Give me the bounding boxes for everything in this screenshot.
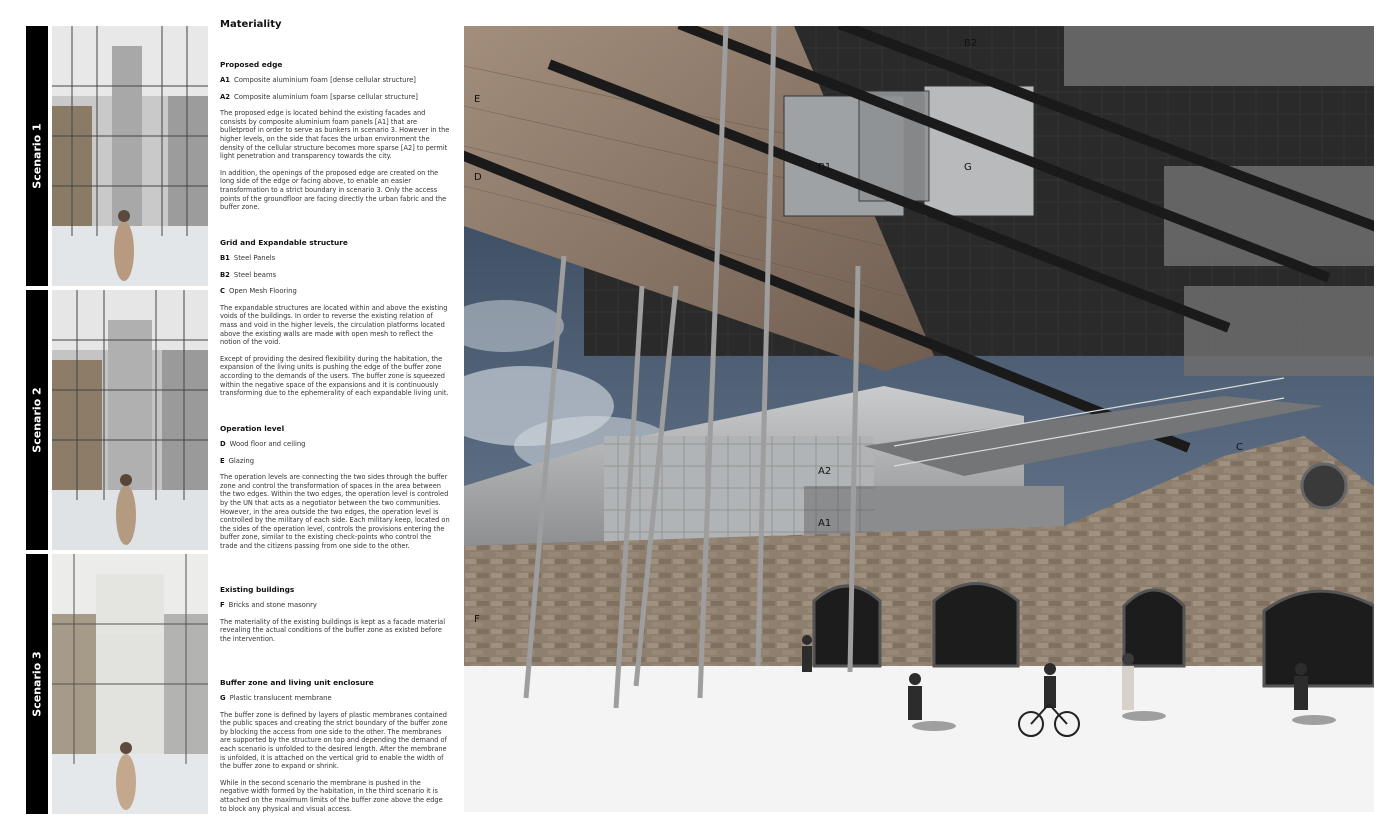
section-heading: Existing buildings: [220, 585, 295, 594]
paragraph: While in the second scenario the membrane is pushed in the negative width formed by the habitation, in the third scenario it is attached on the maximum limits of the buffer zone above the edge to block any physical and visual access.: [220, 778, 443, 813]
paragraph: The operation levels are connecting the two sides through the buffer zone and control the transformation of spaces in the area between the two edges. Within the two edges, the operation level is controled by the UN that acts as a negotiator between the two communities. However, in the area outside the two edges, the operation level is controlled by the military of each side. Each military keep, located on the sides of the operation level, controls the provisions entering the buffer zone, similar to the existing check-points who control the trade and the citizens passing from one side to the other.: [220, 473, 450, 550]
section-proposed-edge: [220, 60, 450, 220]
material-item: G Plastic translucent membrane: [220, 694, 332, 702]
material-item: B1 Steel Panels: [220, 254, 276, 262]
perspective-render: [464, 26, 1374, 812]
label-b2: B2: [964, 38, 978, 49]
paragraph: The materiality of the existing buildings is kept as a facade material revealing the actual conditions of the buffer zone as existed before the intervention.: [220, 617, 446, 643]
scenario-2-image: [52, 290, 208, 550]
scenario-1-bar: [26, 26, 48, 286]
section-heading: Proposed edge: [220, 60, 283, 69]
label-d: D: [474, 172, 482, 183]
material-item: E Glazing: [220, 456, 255, 465]
section-heading: Grid and Expandable structure: [220, 238, 348, 247]
material-item: C Open Mesh Flooring: [220, 287, 297, 296]
section-buffer-zone: [220, 678, 450, 821]
scenario-2-bar: [26, 290, 48, 550]
paragraph: The proposed edge is located behind the existing facades and consists by composite aluminium foam panels [A1] that are bulletproof in order to serve as bunkers in scenario 3. However in the higher levels, on the side that faces the urban environment the density of the cellular structure becomes more sparse [A2] to permit light penetration and transparency towards the city.: [220, 109, 450, 161]
page-title: Materiality: [220, 19, 282, 30]
scenario-3-label: Scenario 3: [30, 651, 44, 717]
material-item: B2 Steel beams: [220, 270, 277, 279]
materiality-text-column: [220, 18, 450, 813]
paragraph: Except of providing the desired flexibility during the habitation, the expansion of the living units is pushing the edge of the buffer zone according to the demands of the users. The buffer zone is squeezed within the negative space of the expansions and it is continuously transforming due to the ephemerality of each expandable living unit.: [220, 354, 449, 398]
material-item: D Wood floor and ceiling: [220, 440, 306, 448]
paragraph: The expandable structures are located within and above the existing voids of the buildings. In order to reverse the existing relation of mass and void in the higher levels, the circulation platforms located above the existing walls are made with open mesh to reflect the notion of the void.: [220, 303, 448, 347]
label-e: E: [474, 94, 481, 105]
material-item: A2 Composite aluminium foam [sparse cellular structure]: [220, 92, 418, 101]
material-item: A1 Composite aluminium foam [dense cellular structure]: [220, 76, 416, 84]
material-item: F Bricks and stone masonry: [220, 601, 317, 609]
scenario-3-bar: [26, 554, 48, 814]
label-b1: B1: [818, 162, 832, 173]
scenario-2-label: Scenario 2: [30, 387, 44, 453]
section-heading: Buffer zone and living unit enclosure: [220, 678, 374, 687]
section-heading: Operation level: [220, 424, 285, 433]
scenario-1-label: Scenario 1: [30, 123, 44, 189]
label-g: G: [964, 162, 972, 173]
label-f: F: [474, 614, 480, 625]
label-c: C: [1236, 442, 1243, 453]
paragraph: In addition, the openings of the proposed edge are created on the long side of the edge or facing above, to enable an easier transformation to a strict boundary in scenario 3. Only the access points of the groundfloor are facing directly the urban fabric and the buffer zone.: [220, 168, 447, 212]
section-existing-buildings: [220, 585, 450, 651]
section-operation-level: [220, 424, 450, 559]
scenario-1-image: [52, 26, 208, 286]
paragraph: The buffer zone is defined by layers of plastic membranes contained the public spaces and creating the strict boundary of the buffer zone by blocking the access from one side to the other. The membranes are supported by the structure on top and depending the demand of each scenario is unfolded to the desired length. After the membrane is unfolded, it is attached on the vertical grid to enable the width of the buffer zone to expand or shrink.: [220, 710, 448, 771]
section-grid-expandable: [220, 238, 450, 406]
label-a2: A2: [818, 466, 832, 477]
scenario-3-image: [52, 554, 208, 814]
label-a1: A1: [818, 518, 832, 529]
